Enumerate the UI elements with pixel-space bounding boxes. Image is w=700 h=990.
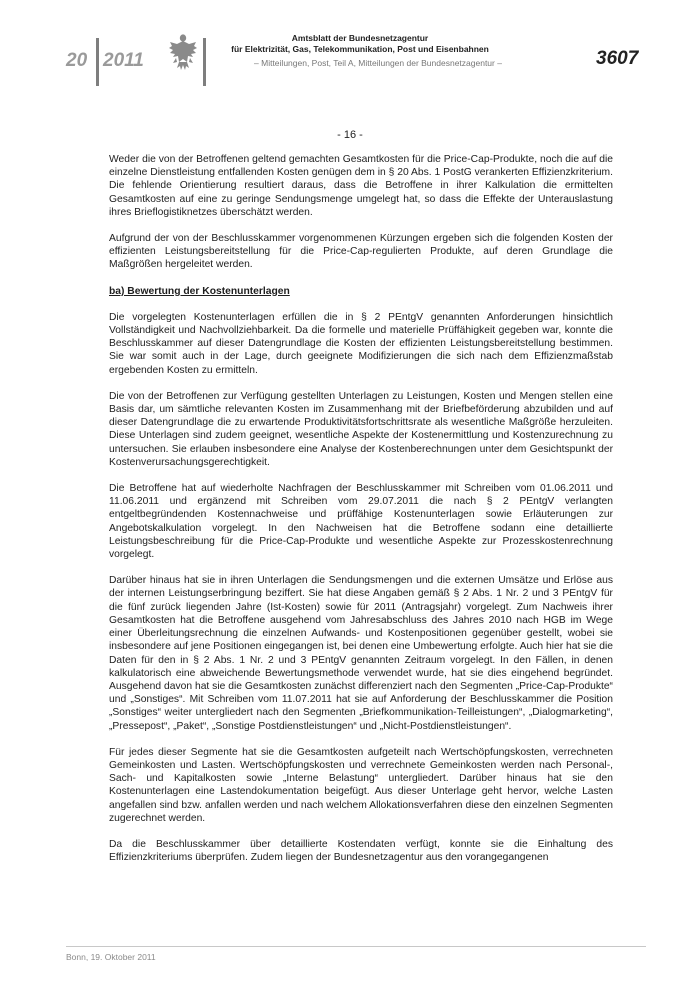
- footer-place-date: Bonn, 19. Oktober 2011: [66, 952, 156, 962]
- paragraph: Für jedes dieser Segmente hat sie die Gesamtkosten aufgeteilt nach Wertschöpfungskosten, verrechneten Gemeinkosten und Lasten. Wertschöpfungskosten und verrechnete Gemeinkosten werden nach Personal-, Sach- und Kapitalkosten sowie „Interne Belastung“ untergliedert. Darüber hinaus hat sie den Kostenunterlagen eine Lastendokumentation beigefügt. Aus dieser Unterlage geht hervor, welche Lasten angefallen sind bzw. anfallen werden und nach welchem Allokationsverfahren diese den einzelnen Segmenten zugerechnet werden.: [109, 746, 613, 824]
- issue-number: 20: [66, 50, 88, 71]
- issue-year: 2011: [103, 50, 144, 71]
- gazette-subtitle: – Mitteilungen, Post, Teil A, Mitteilungen der Bundesnetzagentur –: [254, 58, 502, 68]
- paragraph: Die von der Betroffenen zur Verfügung gestellten Unterlagen zu Leistungen, Kosten und Mengen stellen eine Basis dar, um sämtliche relevanten Kosten im Zusammenhang mit der Briefbeförderung abzubilden und auf dieser Datengrundlage die zu erwartende Produktivitätsfortschrittsrate als wesentliche Maßgröße herzuleiten. Diese Unterlagen sind zudem geeignet, wesentliche Aspekte der Kostenermittlung und Kostenzurechnung zu untersuchen. Sie erlauben insbesondere eine Analyse der Kostenberechnungen unter dem Gesichtspunkt der Kostenverursachungsgerechtigkeit.: [109, 390, 613, 468]
- gazette-title-line: für Elektrizität, Gas, Telekommunikation, Post und Eisenbahnen: [231, 44, 489, 54]
- federal-eagle-icon: [168, 32, 198, 74]
- paragraph: Aufgrund der von der Beschlusskammer vorgenommenen Kürzungen ergeben sich die folgenden Kosten der effizienten Leistungsbereitstellung für die Price-Cap-regulierten Produkte, auf deren Grundlage die Maßgrößen hergeleitet werden.: [109, 233, 613, 271]
- header-divider: [96, 38, 99, 86]
- document-body: [109, 153, 613, 877]
- gazette-title: [210, 33, 510, 55]
- paragraph: Da die Beschlusskammer über detaillierte Kostendaten verfügt, konnte sie die Einhaltung des Effizienzkriteriums überprüfen. Zudem liegen der Bundesnetzagentur aus den vorangegangenen: [109, 838, 613, 864]
- page-number: 3607: [596, 48, 639, 69]
- page-header: [0, 0, 700, 100]
- paragraph: Darüber hinaus hat sie in ihren Unterlagen die Sendungsmengen und die externen Umsätze und Erlöse aus der internen Leistungserbringung beziffert. Sie hat diese Angaben gemäß § 2 Abs. 1 Nr. 2 und 3 PEntgV für die fünf zurück liegenden Jahre (Ist-Kosten) sowie für 2011 (Antragsjahr) vorgelegt. Zum Nachweis ihrer Gesamtkosten hat die Betroffene ausgehend vom Jahresabschluss des Jahres 2010 nach HGB im Wege einer Überleitungsrechnung die einzelnen Aufwands- und Kostenpositionen gegenüber gestellt, wobei sie insbesondere auf jene Positionen eingegangen ist, bei denen eine Umbewertung erfolgte. Auch hier hat sie die Daten für den in § 2 Abs. 1 Nr. 2 und 3 PEntgV genannten Zeitraum vorgelegt. In den Fällen, in denen kalkulatorisch eine abweichende Bewertungsmethode verwendet wurde, hat sie dies eingehend begründet. Ausgehend davon hat sie die Gesamtkosten zunächst differenziert nach den Segmenten „Price-Cap-Produkte“ und „Sonstiges“. Mit Schreiben vom 11.07.2011 hat sie auf Anforderung der Beschlusskammer die Position „Sonstiges“ weiter untergliedert nach den Segmenten „Briefkommunikation-Teilleistungen“, „Dialogmarketing“, „Pressepost“, „Paket“, „Sonstige Postdienstleistungen“ und „Nicht-Postdienstleistungen“.: [109, 575, 613, 732]
- paragraph: Die Betroffene hat auf wiederholte Nachfragen der Beschlusskammer mit Schreiben vom 01.06.2011 und 11.06.2011 und ergänzend mit Schreiben vom 29.07.2011 die nach § 2 PEntgV verlangten entgeltbegründenden Kostennachweise und prüffähige Kostenunterlagen sowie Erläuterungen zur Angebotskalkulation vorgelegt. In den Nachweisen hat die Betroffene sodann eine detaillierte Leistungsbeschreibung für die Price-Cap-Produkte und wesentliche Aspekte zur Prozesskostenrechnung vorgelegt.: [109, 483, 613, 561]
- section-heading: ba) Bewertung der Kostenunterlagen: [109, 285, 290, 297]
- header-divider: [203, 38, 206, 86]
- gazette-title-line: Amtsblatt der Bundesnetzagentur: [291, 33, 429, 43]
- paragraph: Die vorgelegten Kostenunterlagen erfüllen die in § 2 PEntgV genannten Anforderungen hinsichtlich Vollständigkeit und Nachvollziehbarkeit. Da die formelle und materielle Prüffähigkeit gegeben war, konnte die Beschlusskammer auf dieser Datengrundlage die Kosten der effizienten Leistungsbereitstellung bestimmen. Sie war somit auch in der Lage, durch geeignete Modifizierungen die sich nach dem Effizienzmaßstab ergebenden Kosten zu ermitteln.: [109, 311, 613, 376]
- paragraph: Weder die von der Betroffenen geltend gemachten Gesamtkosten für die Price-Cap-Produkte, noch die auf die einzelne Dienstleistung entfallenden Kosten genügen dem in § 20 Abs. 1 PostG verankerten Effizienzkriterium. Die fehlende Orientierung resultiert daraus, dass die Betroffene in ihrer Kalkulation die ermittelten Gesamtkosten auf eine zu geringe Sendungsmenge umgelegt hat, so dass die Effekte der Unterauslastung ihres Brieflogistiknetzes überschätzt werden.: [109, 154, 613, 218]
- footer-divider: [66, 946, 646, 947]
- inner-page-number: - 16 -: [337, 129, 363, 141]
